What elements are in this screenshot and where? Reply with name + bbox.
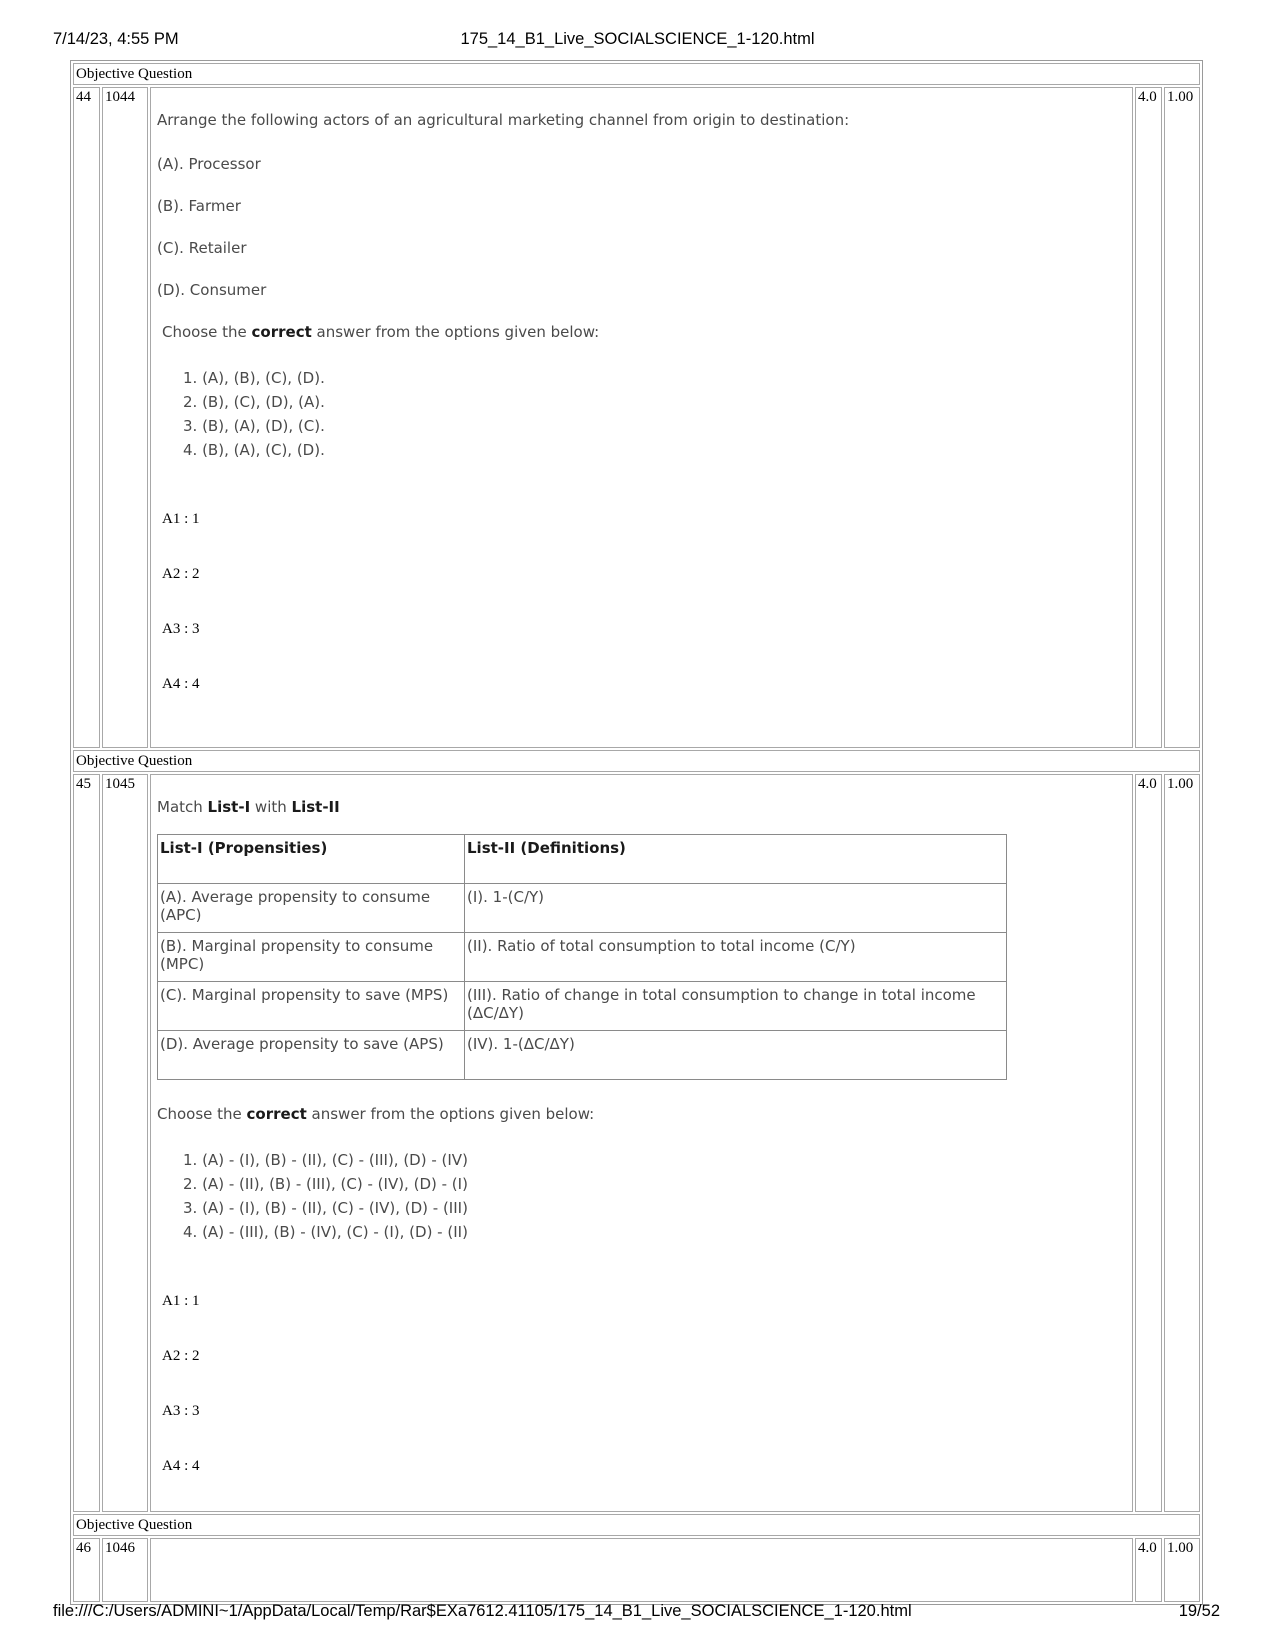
answer-item: A2 : 2 [162, 1348, 200, 1364]
question-number: 46 [73, 1538, 100, 1602]
question-negative: 1.00 [1164, 1538, 1200, 1602]
section-row [73, 63, 1200, 85]
answer-list [157, 1292, 1130, 1475]
option-item: 1. (A), (B), (C), (D). [183, 369, 325, 387]
section-row [73, 1514, 1200, 1536]
table-row [158, 933, 1007, 982]
section-label: Objective Question [73, 63, 1200, 85]
question-row [73, 774, 1200, 1512]
question-marks: 4.0 [1135, 87, 1162, 748]
instruction: Choose the correct answer from the options given below: [162, 323, 600, 341]
print-date: 7/14/23, 4:55 PM [53, 30, 179, 48]
answer-item: A3 : 3 [162, 1403, 200, 1419]
question-marks: 4.0 [1135, 1538, 1162, 1602]
match-cell: (III). Ratio of change in total consumption to change in total income (ΔC/ΔY) [465, 982, 1007, 1031]
question-negative: 1.00 [1164, 87, 1200, 748]
page-number: 19/52 [1178, 1602, 1220, 1620]
question-row [73, 87, 1200, 748]
table-row [158, 982, 1007, 1031]
answer-item: A1 : 1 [162, 1293, 200, 1309]
question-stem: Arrange the following actors of an agricultural marketing channel from origin to destination: [157, 111, 850, 129]
answer-item: A4 : 4 [162, 676, 200, 692]
list-item: (D). Consumer [157, 281, 267, 299]
match-table [157, 834, 1007, 1080]
question-id: 1045 [102, 774, 148, 1512]
question-body [150, 1538, 1133, 1602]
option-item: 4. (A) - (III), (B) - (IV), (C) - (I), (D) - (II) [183, 1223, 468, 1241]
question-number: 44 [73, 87, 100, 748]
match-header: List-I (Propensities) [158, 835, 465, 884]
question-body [150, 774, 1133, 1512]
question-body [150, 87, 1133, 748]
section-label: Objective Question [73, 1514, 1200, 1536]
answer-item: A2 : 2 [162, 566, 200, 582]
option-item: 3. (B), (A), (D), (C). [183, 417, 325, 435]
match-cell: (I). 1-(C/Y) [465, 884, 1007, 933]
question-id: 1044 [102, 87, 148, 748]
question-row [73, 1538, 1200, 1602]
match-cell: (B). Marginal propensity to consume (MPC) [158, 933, 465, 982]
match-cell: (C). Marginal propensity to save (MPS) [158, 982, 465, 1031]
question-marks: 4.0 [1135, 774, 1162, 1512]
section-label: Objective Question [73, 750, 1200, 772]
option-item: 4. (B), (A), (C), (D). [183, 441, 325, 459]
option-item: 3. (A) - (I), (B) - (II), (C) - (IV), (D) - (III) [183, 1199, 468, 1217]
list-item: (A). Processor [157, 155, 261, 173]
option-item: 2. (B), (C), (D), (A). [183, 393, 325, 411]
answer-item: A1 : 1 [162, 511, 200, 527]
instruction: Choose the correct answer from the options given below: [157, 1105, 595, 1123]
match-header: List-II (Definitions) [465, 835, 1007, 884]
question-stem: Match List-I with List-II [157, 798, 340, 816]
section-row [73, 750, 1200, 772]
answer-item: A4 : 4 [162, 1458, 200, 1474]
document-title: 175_14_B1_Live_SOCIALSCIENCE_1-120.html [460, 30, 815, 48]
table-row [158, 1031, 1007, 1080]
table-row [158, 884, 1007, 933]
option-item: 2. (A) - (II), (B) - (III), (C) - (IV), (D) - (I) [183, 1175, 468, 1193]
question-id: 1046 [102, 1538, 148, 1602]
question-number: 45 [73, 774, 100, 1512]
list-item: (B). Farmer [157, 197, 241, 215]
answer-item: A3 : 3 [162, 621, 200, 637]
list-item: (C). Retailer [157, 239, 247, 257]
match-cell: (D). Average propensity to save (APS) [158, 1031, 465, 1080]
question-negative: 1.00 [1164, 774, 1200, 1512]
answer-list [157, 510, 1130, 693]
question-table [70, 60, 1203, 1605]
match-cell: (IV). 1-(ΔC/ΔY) [465, 1031, 1007, 1080]
option-list [183, 1148, 1130, 1244]
option-list [183, 366, 1130, 462]
file-path: file:///C:/Users/ADMINI~1/AppData/Local/Temp/Rar$EXa7612.41105/175_14_B1_Live_SOCIALSCIENCE_1-120.html [53, 1602, 912, 1620]
match-cell: (A). Average propensity to consume (APC) [158, 884, 465, 933]
match-cell: (II). Ratio of total consumption to total income (C/Y) [465, 933, 1007, 982]
option-item: 1. (A) - (I), (B) - (II), (C) - (III), (D) - (IV) [183, 1151, 468, 1169]
